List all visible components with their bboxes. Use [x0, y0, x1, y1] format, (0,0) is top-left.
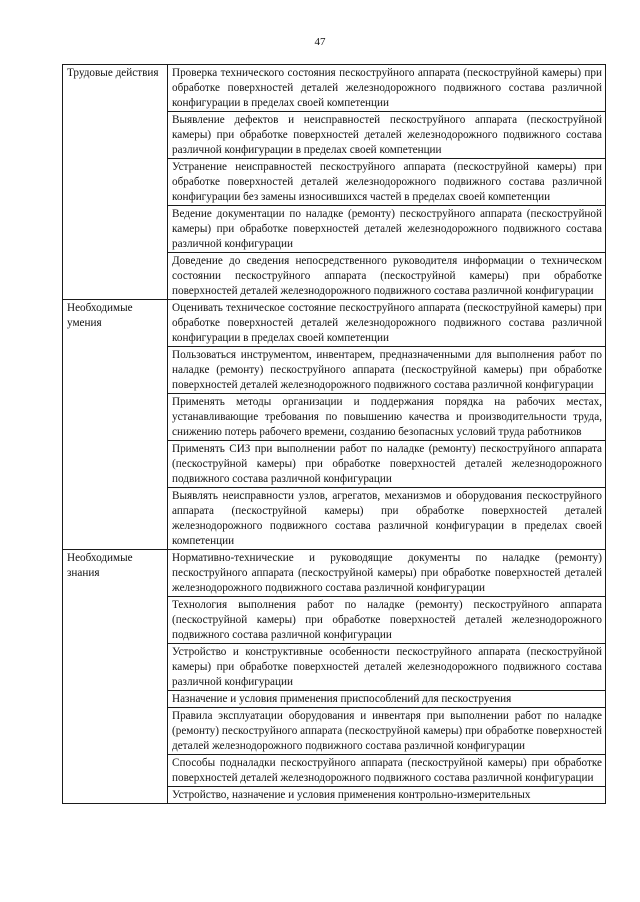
table-row	[63, 550, 606, 597]
table-cell: Ведение документации по наладке (ремонту) пескоструйного аппарата (пескоструйной камеры) при обработке поверхностей деталей железнодорожного подвижного состава различной конфигурации	[168, 206, 606, 253]
table-cell: Технология выполнения работ по наладке (ремонту) пескоструйного аппарата (пескоструйной камеры) при обработке поверхностей деталей железнодорожного подвижного состава различной конфигурации	[168, 597, 606, 644]
table-cell: Применять методы организации и поддержания порядка на рабочих местах, устанавливающие требования по повышению качества и производительности труда, снижению потерь рабочего времени, созданию безопасных условий труда работников	[168, 394, 606, 441]
table-cell: Устройство, назначение и условия применения контрольно-измерительных	[168, 787, 606, 804]
table-cell: Назначение и условия применения приспособлений для пескоструения	[168, 691, 606, 708]
competency-table	[62, 64, 606, 804]
table-cell: Пользоваться инструментом, инвентарем, предназначенными для выполнения работ по наладке (ремонту) пескоструйного аппарата (пескоструйной камеры) при обработке поверхностей деталей железнодорожного подвижного состава различной конфигурации	[168, 347, 606, 394]
table-cell: Правила эксплуатации оборудования и инвентаря при выполнении работ по наладке (ремонту) пескоструйного аппарата (пескоструйной камеры) при обработке поверхностей деталей железнодорожного подвижного состава различной конфигурации	[168, 708, 606, 755]
table-cell: Устройство и конструктивные особенности пескоструйного аппарата (пескоструйной камеры) при обработке поверхностей деталей железнодорожного подвижного состава различной конфигурации	[168, 644, 606, 691]
table-cell: Выявление дефектов и неисправностей пескоструйного аппарата (пескоструйной камеры) при обработке поверхностей деталей железнодорожного подвижного состава различной конфигурации в пределах своей компетенции	[168, 112, 606, 159]
section-label-required-skills: Необходимые умения	[63, 300, 168, 550]
section-label-labor-actions: Трудовые действия	[63, 65, 168, 300]
table-cell: Доведение до сведения непосредственного руководителя информации о техническом состоянии пескоструйного аппарата (пескоструйной камеры) при обработке поверхностей деталей железнодорожного подвижного состава различной конфигурации	[168, 253, 606, 300]
table-cell: Выявлять неисправности узлов, агрегатов, механизмов и оборудования пескоструйного аппарата (пескоструйной камеры) при обработке поверхностей деталей железнодорожного подвижного состава различной конфигурации в пределах своей компетенции	[168, 488, 606, 550]
table-cell: Способы подналадки пескоструйного аппарата (пескоструйной камеры) при обработке поверхностей деталей железнодорожного подвижного состава различной конфигурации	[168, 755, 606, 787]
table-cell: Применять СИЗ при выполнении работ по наладке (ремонту) пескоструйного аппарата (пескоструйной камеры) при обработке поверхностей деталей железнодорожного подвижного состава различной конфигурации	[168, 441, 606, 488]
section-label-required-knowledge: Необходимые знания	[63, 550, 168, 804]
page-number: 47	[314, 36, 326, 48]
table-cell: Проверка технического состояния пескоструйного аппарата (пескоструйной камеры) при обработке поверхностей деталей железнодорожного подвижного состава различной конфигурации в пределах своей компетенции	[168, 65, 606, 112]
table-row	[63, 65, 606, 112]
table-row	[63, 300, 606, 347]
table-cell: Устранение неисправностей пескоструйного аппарата (пескоструйной камеры) при обработке поверхностей деталей железнодорожного подвижного состава различной конфигурации без замены износившихся частей в пределах своей компетенции	[168, 159, 606, 206]
table-cell: Нормативно-технические и руководящие документы по наладке (ремонту) пескоструйного аппарата (пескоструйной камеры) при обработке поверхностей деталей железнодорожного подвижного состава различной конфигурации	[168, 550, 606, 597]
table-cell: Оценивать техническое состояние пескоструйного аппарата (пескоструйной камеры) при обработке поверхностей деталей железнодорожного подвижного состава различной конфигурации в пределах своей компетенции	[168, 300, 606, 347]
